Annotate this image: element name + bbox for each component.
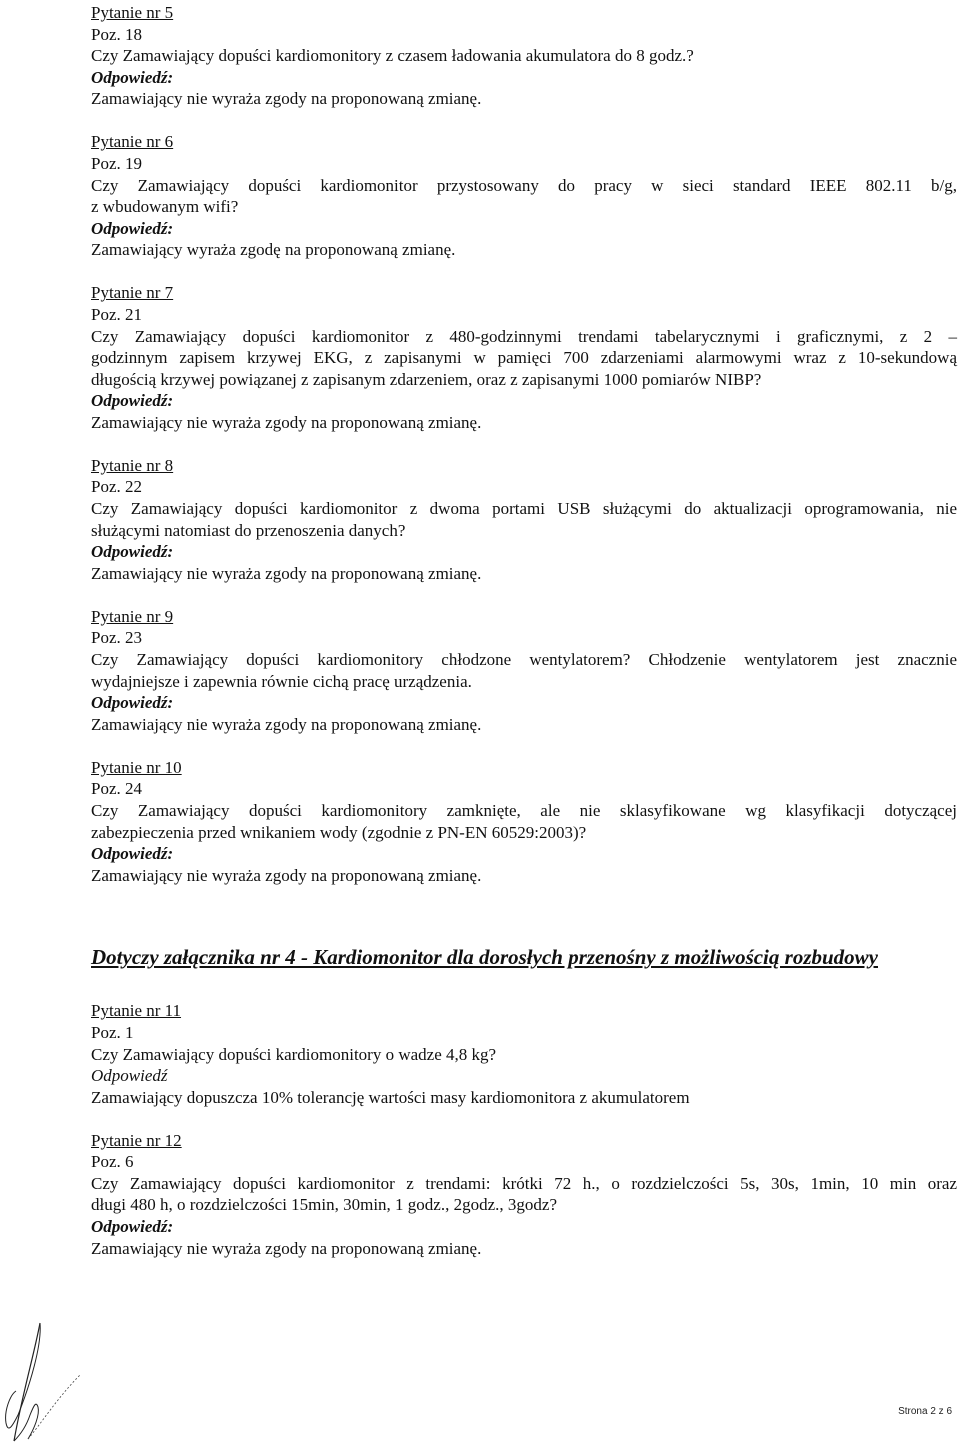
answer-text: Zamawiający nie wyraża zgody na proponowaną zmianę.	[91, 412, 482, 432]
position-number: Poz. 23	[91, 628, 142, 648]
position-number: Poz. 24	[91, 779, 142, 799]
answer-text: Zamawiający wyraża zgodę na proponowaną zmianę.	[91, 240, 456, 260]
answer-text: Zamawiający nie wyraża zgody na proponowaną zmianę.	[91, 89, 482, 109]
answer-label: Odpowiedź:	[91, 391, 174, 411]
answer-text: Zamawiający nie wyraża zgody na proponowaną zmianę.	[91, 714, 482, 734]
question-block	[91, 757, 957, 887]
answer-label: Odpowiedź:	[91, 844, 174, 864]
question-block	[91, 1000, 957, 1108]
section-title: Dotyczy załącznika nr 4 - Kardiomonitor dla dorosłych przenośny z możliwością rozbudowy	[91, 945, 878, 970]
question-block	[91, 606, 957, 736]
question-heading: Pytanie nr 5	[91, 3, 174, 22]
question-text-line: Czy Zamawiający dopuści kardiomonitory chłodzone wentylatorem? Chłodzenie wentylatorem jest znacznie	[91, 650, 957, 669]
question-heading: Pytanie nr 10	[91, 757, 182, 777]
position-number: Poz. 19	[91, 153, 142, 173]
question-text-line: Czy Zamawiający dopuści kardiomonitor z 480-godzinnymi trendami tabelarycznymi i graficznymi, z 2 –	[91, 326, 957, 346]
page-number-footer: Strona 2 z 6	[898, 1406, 952, 1417]
answer-label: Odpowiedź	[91, 1066, 168, 1086]
position-number: Poz. 22	[91, 477, 142, 497]
question-block	[91, 455, 957, 585]
answer-label: Odpowiedź:	[91, 1217, 174, 1237]
position-number: Poz. 21	[91, 304, 142, 324]
answer-text: Zamawiający nie wyraża zgody na proponowaną zmianę.	[91, 1238, 482, 1258]
position-number: Poz. 18	[91, 24, 142, 44]
question-block	[91, 2, 957, 110]
question-heading: Pytanie nr 6	[91, 132, 174, 152]
answer-label: Odpowiedź:	[91, 218, 174, 238]
question-text-line: Czy Zamawiający dopuści kardiomonitor z trendami: krótki 72 h., o rozdzielczości 5s, 30s, 1min, 10 min oraz	[91, 1173, 957, 1193]
document-page	[91, 2, 957, 1259]
answer-label: Odpowiedź:	[91, 542, 174, 562]
question-text-line: wydajniejsze i zapewnia równie cichą pracę urządzenia.	[91, 671, 472, 691]
answer-text: Zamawiający nie wyraża zgody na proponowaną zmianę.	[91, 865, 482, 885]
question-heading: Pytanie nr 11	[91, 1001, 182, 1021]
question-heading: Pytanie nr 9	[91, 606, 174, 626]
question-text-line: z wbudowanym wifi?	[91, 197, 239, 217]
question-text-line: służącymi natomiast do przenoszenia danych?	[91, 520, 406, 540]
question-block	[91, 1130, 957, 1260]
question-text-line: Czy Zamawiający dopuści kardiomonitory o wadze 4,8 kg?	[91, 1044, 497, 1064]
question-text-line: Czy Zamawiający dopuści kardiomonitor z dwoma portami USB służącymi do aktualizacji oprogramowania, nie	[91, 499, 957, 519]
question-text-line: Czy Zamawiający dopuści kardiomonitory z czasem ładowania akumulatora do 8 godz.?	[91, 46, 694, 66]
position-number: Poz. 6	[91, 1152, 134, 1172]
question-block	[91, 282, 957, 433]
question-heading: Pytanie nr 12	[91, 1130, 182, 1150]
question-heading: Pytanie nr 7	[91, 283, 174, 303]
question-text-line: długością krzywej powiązanej z zapisanym zdarzeniem, oraz z zapisanymi 1000 pomiarów NIBP?	[91, 369, 762, 389]
question-text-line: Czy Zamawiający dopuści kardiomonitor przystosowany do pracy w sieci standard IEEE 802.11 b/g,	[91, 175, 957, 195]
question-text-line: zabezpieczenia przed wnikaniem wody (zgodnie z PN-EN 60529:2003)?	[91, 822, 587, 842]
answer-label: Odpowiedź:	[91, 693, 174, 713]
question-text-line: Czy Zamawiający dopuści kardiomonitory zamknięte, ale nie sklasyfikowane wg klasyfikacji dotyczącej	[91, 800, 957, 820]
answer-label: Odpowiedź:	[91, 67, 174, 87]
answer-text: Zamawiający dopuszcza 10% tolerancję wartości masy kardiomonitora z akumulatorem	[91, 1087, 690, 1107]
question-text-line: długi 480 h, o rozdzielczości 15min, 30min, 1 godz., 2godz., 3godz?	[91, 1195, 557, 1215]
position-number: Poz. 1	[91, 1022, 134, 1042]
answer-text: Zamawiający nie wyraża zgody na proponowaną zmianę.	[91, 563, 482, 583]
question-block	[91, 131, 957, 261]
question-text-line: godzinnym zapisem krzywej EKG, z zapisanymi w pamięci 700 zdarzeniami alarmowymi wraz z 10-sekundową	[91, 348, 957, 368]
question-heading: Pytanie nr 8	[91, 455, 174, 475]
handwritten-signature	[0, 1315, 90, 1447]
